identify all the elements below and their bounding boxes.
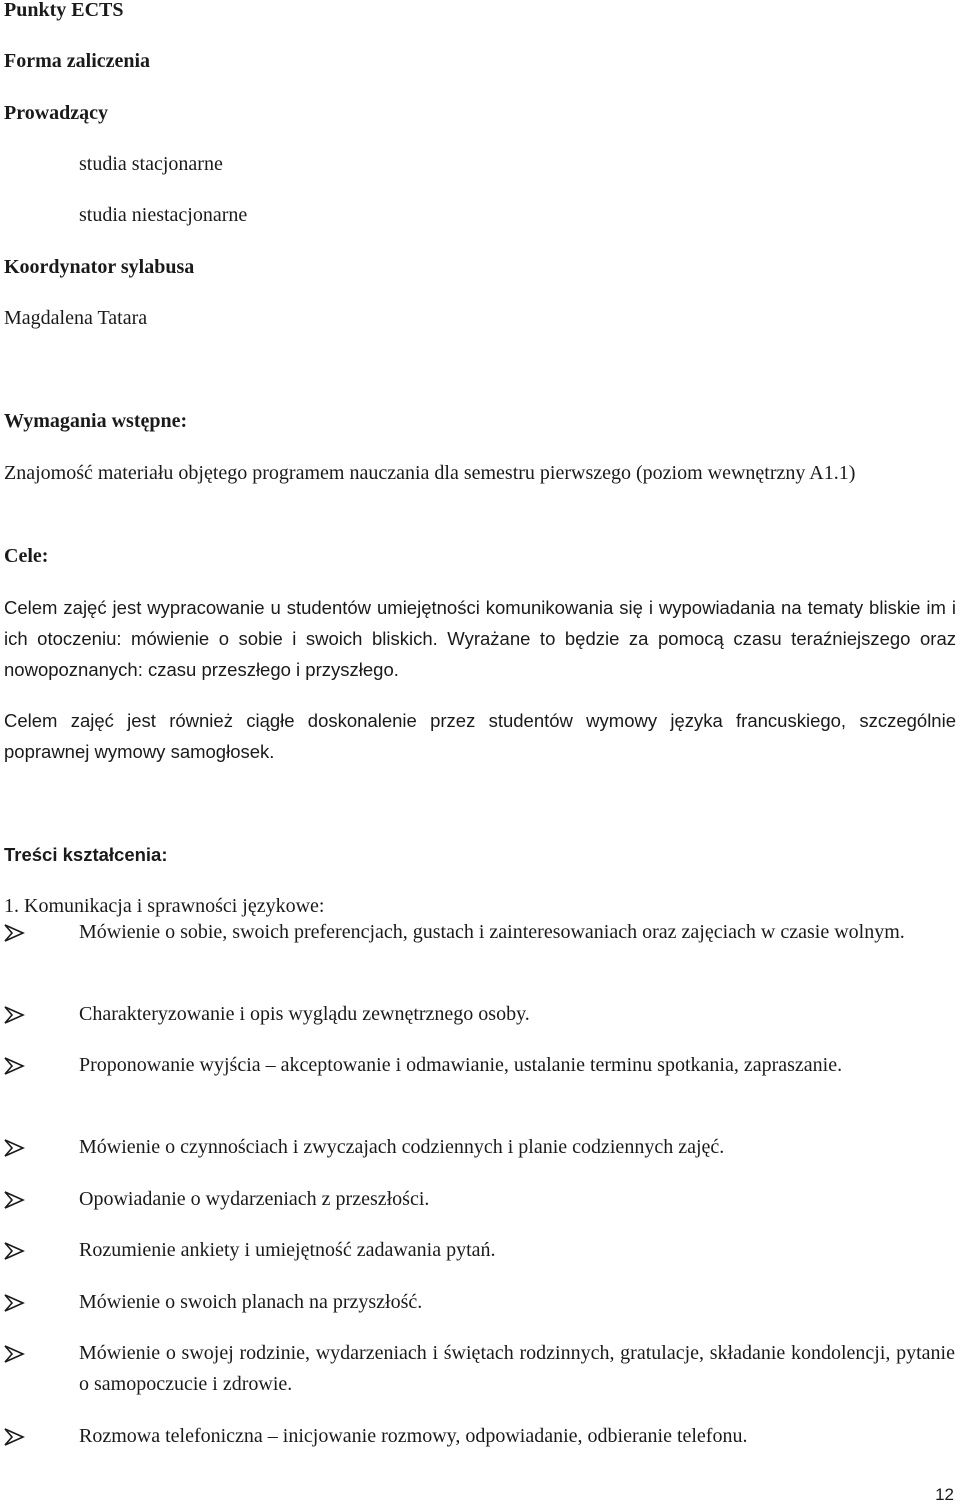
list-item-text: Proponowanie wyjścia – akceptowanie i odmawianie, ustalanie terminu spotkania, zapraszanie.	[79, 1054, 843, 1076]
list-item-text: Charakteryzowanie i opis wyglądu zewnętrznego osoby.	[79, 1003, 530, 1025]
requirements-text: Znajomość materiału objętego programem nauczania dla semestru pierwszego (poziom wewnętrzny A1.1)	[4, 462, 856, 484]
content-section-1: 1. Komunikacja i sprawności językowe:	[4, 895, 325, 917]
list-item-text: Mówienie o swoich planach na przyszłość.	[79, 1291, 423, 1313]
arrowhead-bullet-icon	[3, 924, 25, 942]
list-item-text: Mówienie o sobie, swoich preferencjach, gustach i zainteresowaniach oraz zajęciach w czasie wolnym.	[79, 921, 905, 943]
coordinator-name: Magdalena Tatara	[4, 307, 148, 329]
arrowhead-bullet-icon	[3, 1242, 25, 1260]
arrowhead-bullet-icon	[3, 1006, 25, 1024]
instructor-label: Prowadzący	[4, 102, 109, 124]
ects-label: Punkty ECTS	[4, 0, 124, 21]
goals-paragraph-2: Celem zajęć jest również ciągłe doskonalenie przez studentów wymowy języka francuskiego, szczególnie poprawnej wymowy samogłosek.	[4, 710, 956, 762]
list-item-text: Opowiadanie o wydarzeniach z przeszłości.	[79, 1188, 430, 1210]
arrowhead-bullet-icon	[3, 1345, 25, 1363]
arrowhead-bullet-icon	[3, 1428, 25, 1446]
list-item-text: Mówienie o czynnościach i zwyczajach codziennych i planie codziennych zajęć.	[79, 1136, 725, 1158]
arrowhead-bullet-icon	[3, 1057, 25, 1075]
goals-paragraph-1: Celem zajęć jest wypracowanie u studentów umiejętności komunikowania się i wypowiadania na tematy bliskie im i ich otoczeniu: mówienie o sobie i swoich bliskich. Wyrażane to będzie za pomocą czasu teraźniejszego oraz nowopoznanych: czasu przeszłego i przyszłego.	[4, 597, 956, 680]
parttime-label: studia niestacjonarne	[79, 204, 248, 226]
requirements-heading: Wymagania wstępne:	[4, 410, 188, 432]
arrowhead-bullet-icon	[3, 1191, 25, 1209]
coordinator-label: Koordynator sylabusa	[4, 256, 195, 278]
goals-heading: Cele:	[4, 545, 49, 567]
fulltime-label: studia stacjonarne	[79, 153, 223, 175]
arrowhead-bullet-icon	[3, 1294, 25, 1312]
arrowhead-bullet-icon	[3, 1139, 25, 1157]
page-number: 12	[935, 1485, 954, 1504]
list-item-text: Rozmowa telefoniczna – inicjowanie rozmowy, odpowiadanie, odbieranie telefonu.	[79, 1425, 748, 1447]
list-item-text: Mówienie o swojej rodzinie, wydarzeniach i świętach rodzinnych, gratulacje, składanie kondolencji, pytanie o samopoczucie i zdrowie.	[79, 1342, 955, 1395]
list-item-text: Rozumienie ankiety i umiejętność zadawania pytań.	[79, 1239, 496, 1261]
assessment-label: Forma zaliczenia	[4, 50, 151, 72]
content-heading: Treści kształcenia:	[4, 844, 168, 865]
